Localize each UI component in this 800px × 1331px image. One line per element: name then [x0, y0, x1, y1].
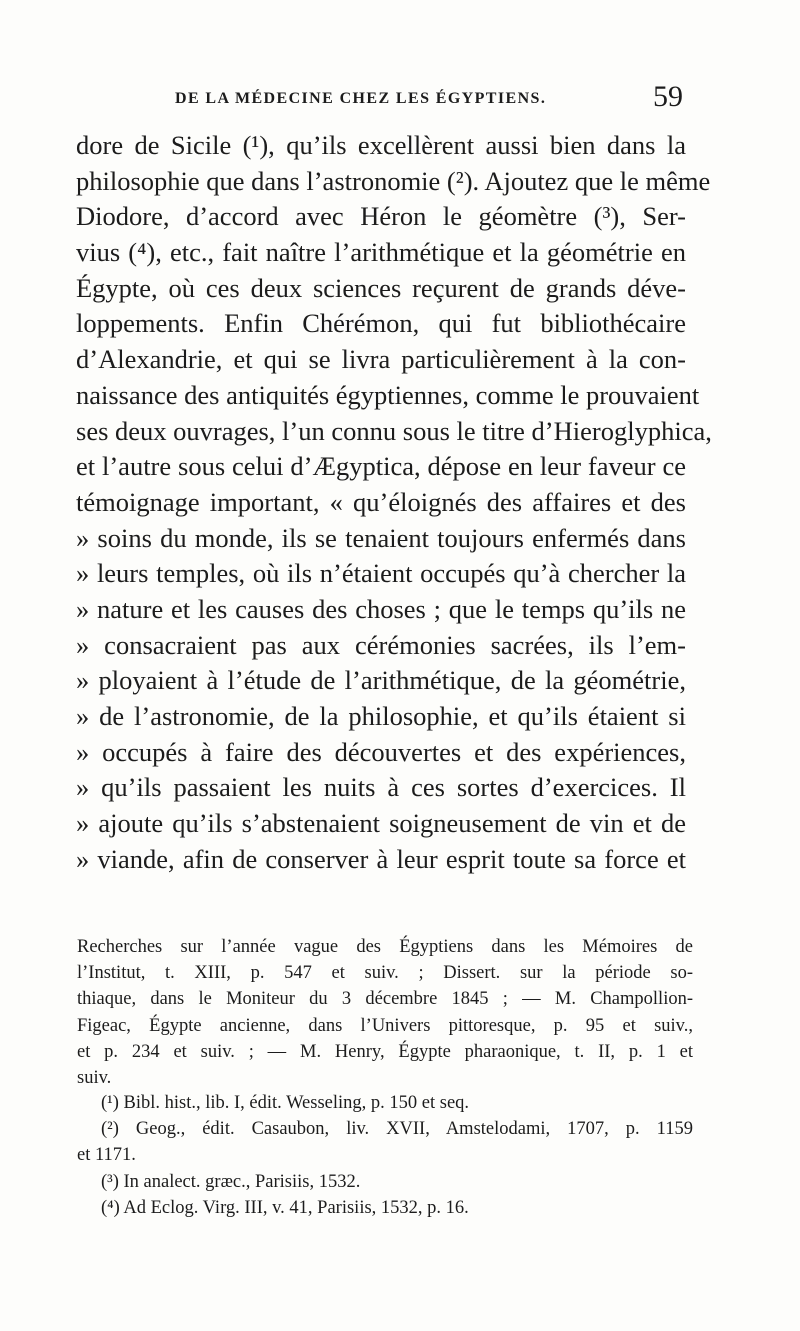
body-line: Égypte, où ces deux sciences reçurent de grands déve- [76, 272, 686, 303]
note-line: et p. 234 et suiv. ; — M. Henry, Égypte pharaonique, t. II, p. 1 et [77, 1041, 693, 1062]
body-line: » soins du monde, ils se tenaient toujours enfermés dans [76, 522, 686, 553]
body-line: » ployaient à l’étude de l’arithmétique, de la géométrie, [76, 665, 686, 696]
note-line: Figeac, Égypte ancienne, dans l’Univers pittoresque, p. 95 et suiv., [77, 1015, 693, 1036]
body-line: témoignage important, « qu’éloignés des affaires et des [76, 486, 686, 517]
note-line: l’Institut, t. XIII, p. 547 et suiv. ; Dissert. sur la période so- [77, 963, 693, 984]
body-line: » de l’astronomie, de la philosophie, et qu’ils étaient si [76, 701, 686, 731]
body-line: » viande, afin de conserver à leur esprit toute sa force et [76, 843, 686, 874]
page-header [0, 80, 800, 120]
footnote-4: (⁴) Ad Eclog. Virg. III, v. 41, Parisiis, 1532, p. 16. [101, 1197, 469, 1218]
footnote-3: (³) In analect. græc., Parisiis, 1532. [101, 1171, 361, 1192]
body-line: Diodore, d’accord avec Héron le géomètre (³), Ser- [76, 201, 686, 232]
body-line: » occupés à faire des découvertes et des expériences, [76, 736, 686, 767]
footnote-2: (²) Geog., édit. Casaubon, liv. XVII, Amstelodami, 1707, p. 1159 [101, 1119, 693, 1140]
footnote-2-continued: et 1171. [77, 1145, 136, 1166]
footnote-1: (¹) Bibl. hist., lib. I, édit. Wesseling, p. 150 et seq. [101, 1093, 470, 1113]
main-text [76, 128, 712, 877]
body-line: » consacraient pas aux cérémonies sacrées, ils l’em- [76, 629, 686, 660]
body-line: loppements. Enfin Chérémon, qui fut bibliothécaire [76, 308, 686, 339]
body-line: » ajoute qu’ils s’abstenaient soigneusement de vin et de [76, 808, 686, 839]
running-title: DE LA MÉDECINE CHEZ LES ÉGYPTIENS. [175, 90, 547, 107]
body-line: philosophie que dans l’astronomie (²). Ajoutez que le même [76, 165, 711, 196]
body-line: » leurs temples, où ils n’étaient occupés qu’à chercher la [76, 558, 686, 589]
note-continuation [77, 934, 693, 1091]
body-line: naissance des antiquités égyptiennes, comme le prouvaient [76, 379, 700, 410]
body-line: et l’autre sous celui d’Ægyptica, dépose en leur faveur ce [76, 451, 686, 482]
body-line: » nature et les causes des choses ; que le temps qu’ils ne [76, 593, 686, 624]
note-line: Recherches sur l’année vague des Égyptiens dans les Mémoires de [77, 937, 693, 957]
footnotes [77, 1090, 693, 1221]
note-line: thiaque, dans le Moniteur du 3 décembre 1845 ; — M. Champollion- [77, 989, 693, 1010]
note-line: suiv. [77, 1067, 112, 1088]
body-line: » qu’ils passaient les nuits à ces sortes d’exercices. Il [76, 772, 686, 803]
page-number: 59 [653, 80, 683, 113]
body-line: vius (⁴), etc., fait naître l’arithmétique et la géométrie en [76, 237, 686, 268]
body-line: dore de Sicile (¹), qu’ils excellèrent aussi bien dans la [76, 130, 686, 160]
body-line: ses deux ouvrages, l’un connu sous le titre d’Hieroglyphica, [76, 415, 712, 446]
body-line: d’Alexandrie, et qui se livra particulièrement à la con- [76, 344, 686, 375]
